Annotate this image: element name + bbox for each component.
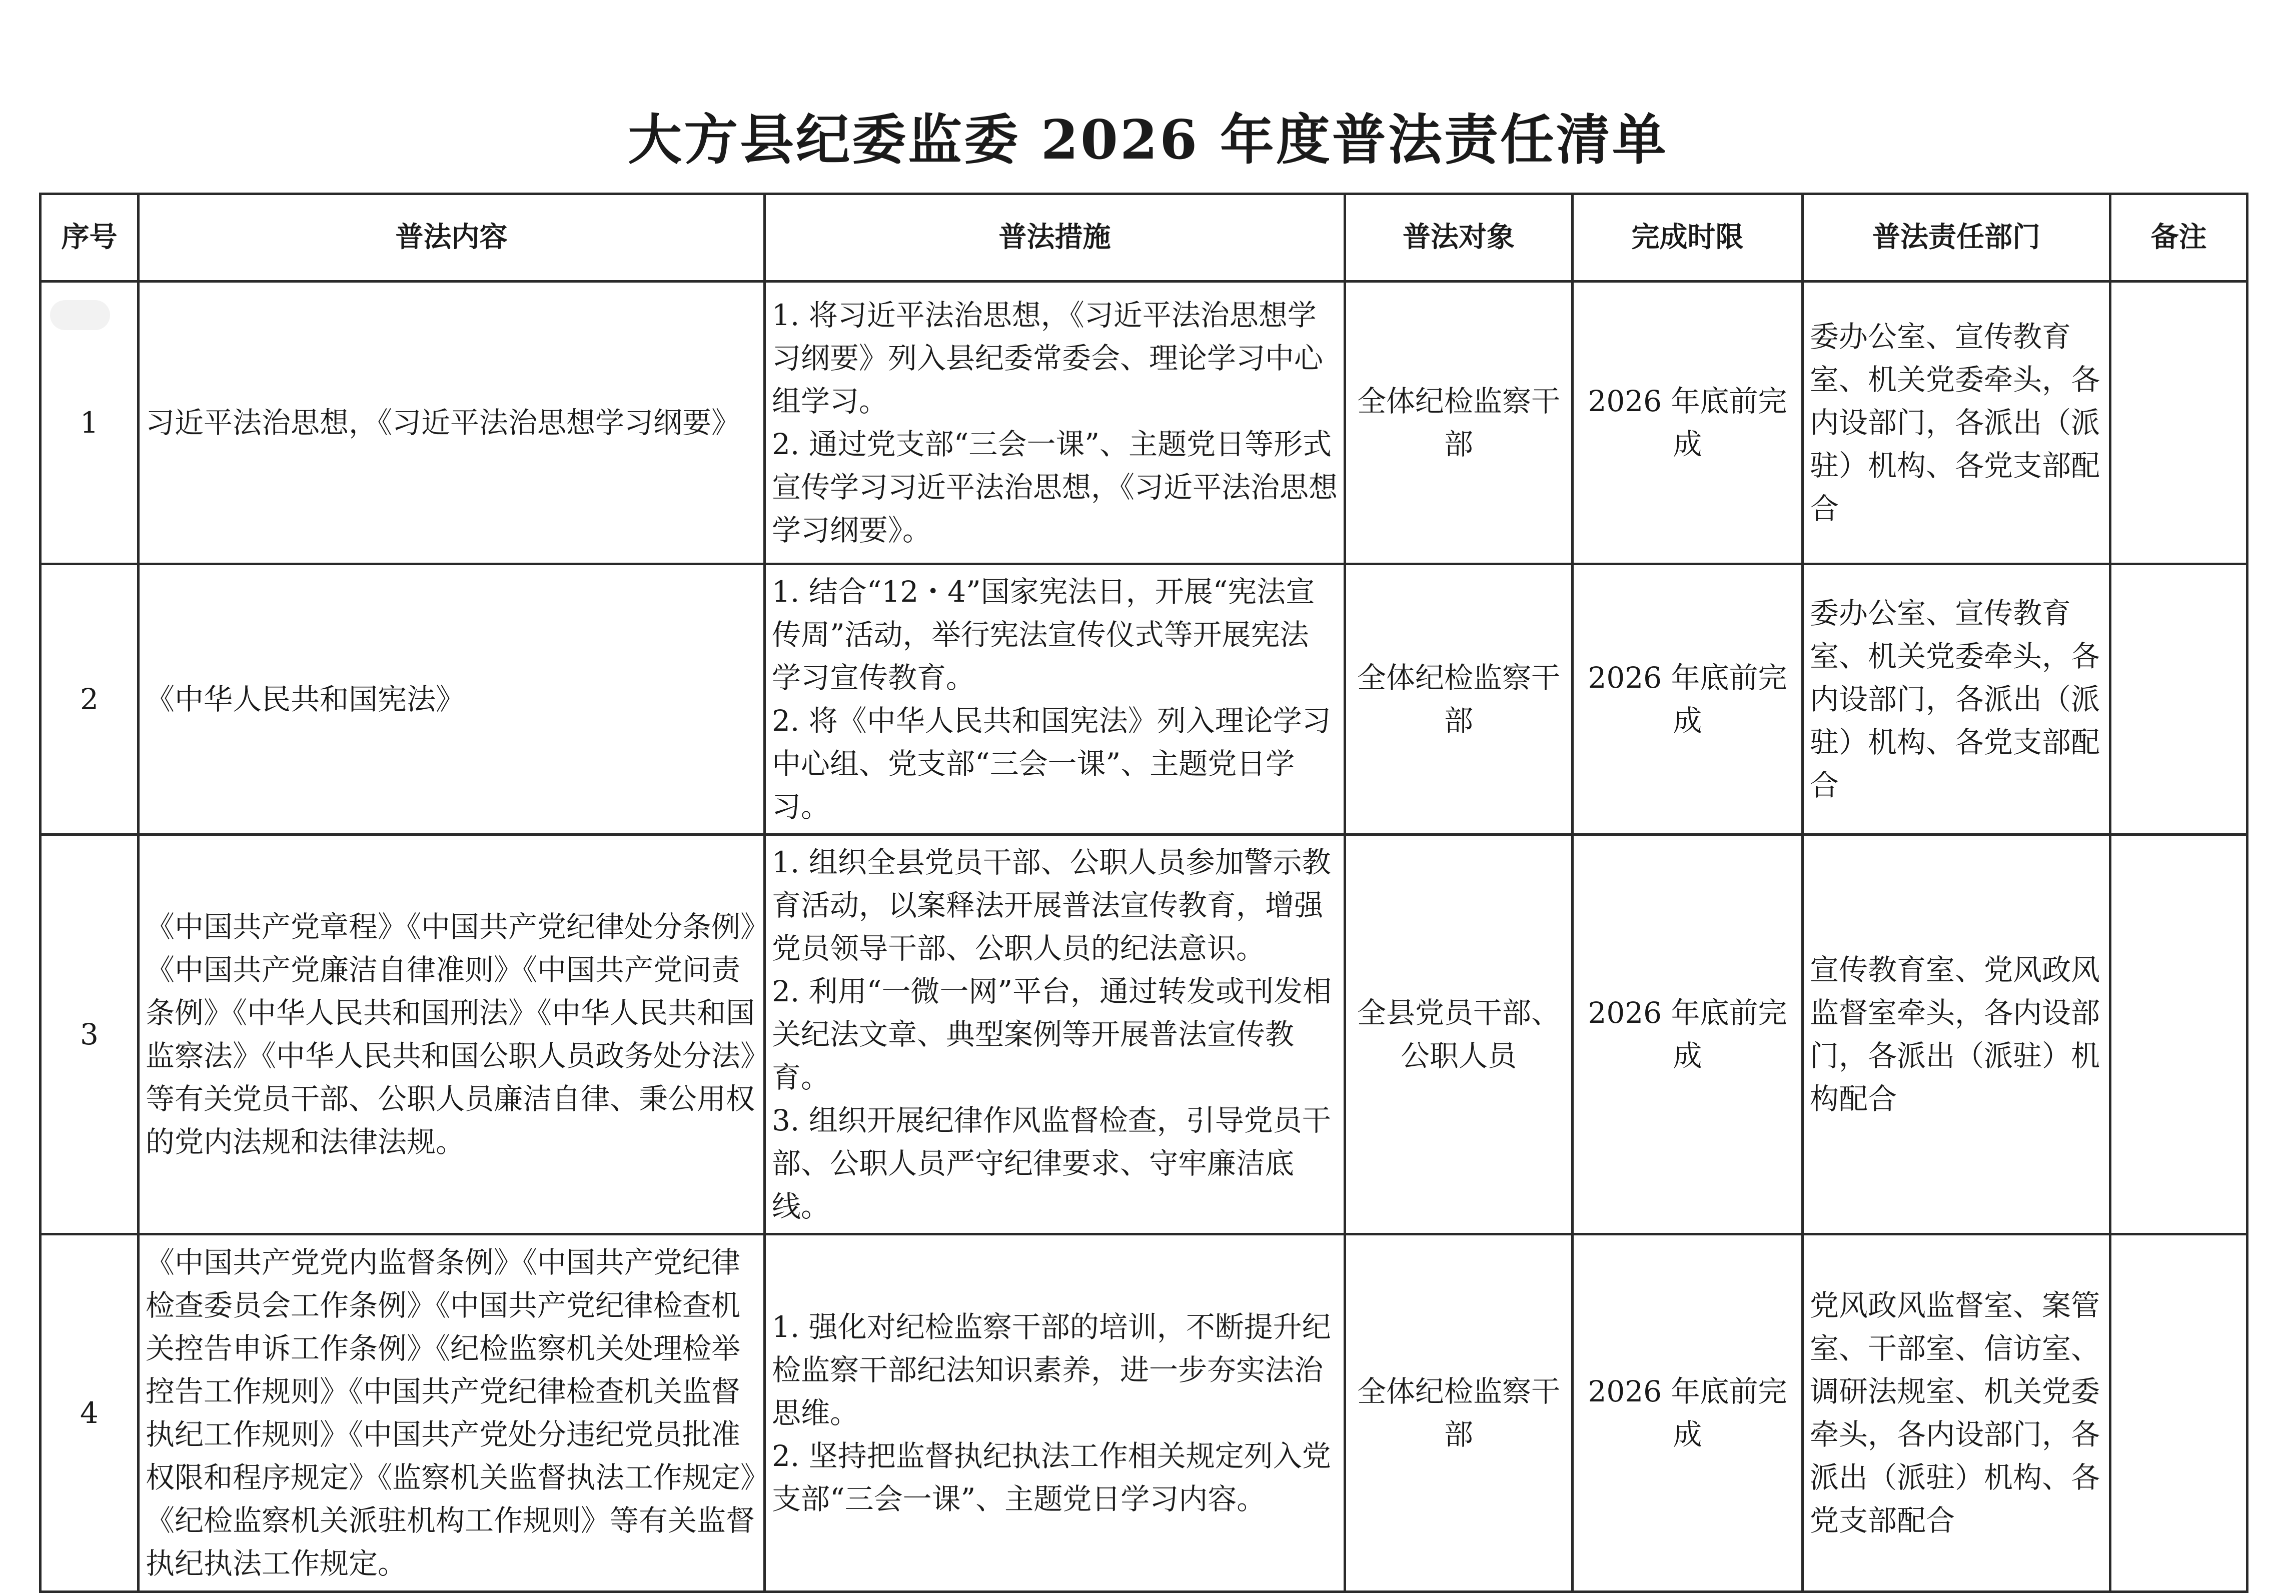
- row-number: 2: [41, 564, 139, 835]
- measure-item: 2. 通过党支部“三会一课”、主题党日等形式宣传学习习近平法治思想，《习近平法治思想学习纲要》。: [772, 427, 1338, 547]
- header-no: 序号: [41, 194, 139, 282]
- row-number: 3: [41, 835, 139, 1234]
- measure-item: 2. 利用“一微一网”平台，通过转发或刊发相关纪法文章、典型案例等开展普法宣传教育。: [772, 974, 1332, 1094]
- note-cell: [2110, 835, 2247, 1234]
- measure-item: 1. 组织全县党员干部、公职人员参加警示教育活动，以案释法开展普法宣传教育，增强党员领导干部、公职人员的纪法意识。: [772, 845, 1331, 965]
- deadline-cell: 2026 年底前完成: [1573, 282, 1803, 564]
- dept-cell: 党风政风监督室、案管室、干部室、信访室、调研法规室、机关党委牵头，各内设部门，各派出（派驻）机构、各党支部配合: [1803, 1234, 2110, 1592]
- header-content: 普法内容: [139, 194, 765, 282]
- responsibility-table: [39, 193, 2248, 1593]
- row-number: 4: [41, 1234, 139, 1592]
- table-row: [41, 564, 2247, 835]
- measures-cell: [765, 282, 1345, 564]
- content-cell: 习近平法治思想，《习近平法治思想学习纲要》: [139, 282, 765, 564]
- content-cell: 《中国共产党章程》《中国共产党纪律处分条例》《中国共产党廉洁自律准则》《中国共产党问责条例》《中华人民共和国刑法》《中华人民共和国监察法》《中华人民共和国公职人员政务处分法》等有关党员干部、公职人员廉洁自律、秉公用权的党内法规和法律法规。: [139, 835, 765, 1234]
- deadline-cell: 2026 年底前完成: [1573, 564, 1803, 835]
- deadline-cell: 2026 年底前完成: [1573, 835, 1803, 1234]
- table-row: [41, 282, 2247, 564]
- page-title: 大方县纪委监委 2026 年度普法责任清单: [628, 109, 1668, 172]
- measure-item: 2. 坚持把监督执纪执法工作相关规定列入党支部“三会一课”、主题党日学习内容。: [772, 1439, 1331, 1516]
- table-row: [41, 1234, 2247, 1592]
- header-note: 备注: [2110, 194, 2247, 282]
- header-target: 普法对象: [1345, 194, 1573, 282]
- header-dept: 普法责任部门: [1803, 194, 2110, 282]
- dept-cell: 宣传教育室、党风政风监督室牵头，各内设部门，各派出（派驻）机构配合: [1803, 835, 2110, 1234]
- measure-item: 3. 组织开展纪律作风监督检查，引导党员干部、公职人员严守纪律要求、守牢廉洁底线。: [772, 1103, 1331, 1223]
- dept-cell: 委办公室、宣传教育室、机关党委牵头，各内设部门，各派出（派驻）机构、各党支部配合: [1803, 564, 2110, 835]
- measures-cell: [765, 835, 1345, 1234]
- measure-item: 2. 将《中华人民共和国宪法》列入理论学习中心组、党支部“三会一课”、主题党日学习。: [772, 704, 1331, 824]
- deadline-cell: 2026 年底前完成: [1573, 1234, 1803, 1592]
- note-cell: [2110, 1234, 2247, 1592]
- content-cell: 《中华人民共和国宪法》: [139, 564, 765, 835]
- row-number: 1: [41, 282, 139, 564]
- measures-cell: [765, 564, 1345, 835]
- target-cell: 全县党员干部、公职人员: [1345, 835, 1573, 1234]
- target-cell: 全体纪检监察干部: [1345, 564, 1573, 835]
- note-cell: [2110, 564, 2247, 835]
- table-row: [41, 835, 2247, 1234]
- measure-item: 1. 将习近平法治思想，《习近平法治思想学习纲要》列入县纪委常委会、理论学习中心组学习。: [772, 298, 1324, 418]
- dept-cell: 委办公室、宣传教育室、机关党委牵头，各内设部门，各派出（派驻）机构、各党支部配合: [1803, 282, 2110, 564]
- target-cell: 全体纪检监察干部: [1345, 1234, 1573, 1592]
- header-row: [41, 194, 2247, 282]
- measures-cell: [765, 1234, 1345, 1592]
- header-measures: 普法措施: [765, 194, 1345, 282]
- note-cell: [2110, 282, 2247, 564]
- content-cell: 《中国共产党党内监督条例》《中国共产党纪律检查委员会工作条例》《中国共产党纪律检查机关控告申诉工作条例》《纪检监察机关处理检举控告工作规则》《中国共产党纪律检查机关监督执纪工作规则》《中国共产党处分违纪党员批准权限和程序规定》《监察机关监督执法工作规定》《纪检监察机关派驻机构工作规则》等有关监督执纪执法工作规定。: [139, 1234, 765, 1592]
- target-cell: 全体纪检监察干部: [1345, 282, 1573, 564]
- measure-item: 1. 强化对纪检监察干部的培训，不断提升纪检监察干部纪法知识素养，进一步夯实法治思维。: [772, 1310, 1331, 1430]
- measure-item: 1. 结合“12・4”国家宪法日，开展“宪法宣传周”活动，举行宪法宣传仪式等开展宪法学习宣传教育。: [772, 575, 1315, 695]
- responsibility-table-wrap: [39, 193, 2246, 1593]
- header-deadline: 完成时限: [1573, 194, 1803, 282]
